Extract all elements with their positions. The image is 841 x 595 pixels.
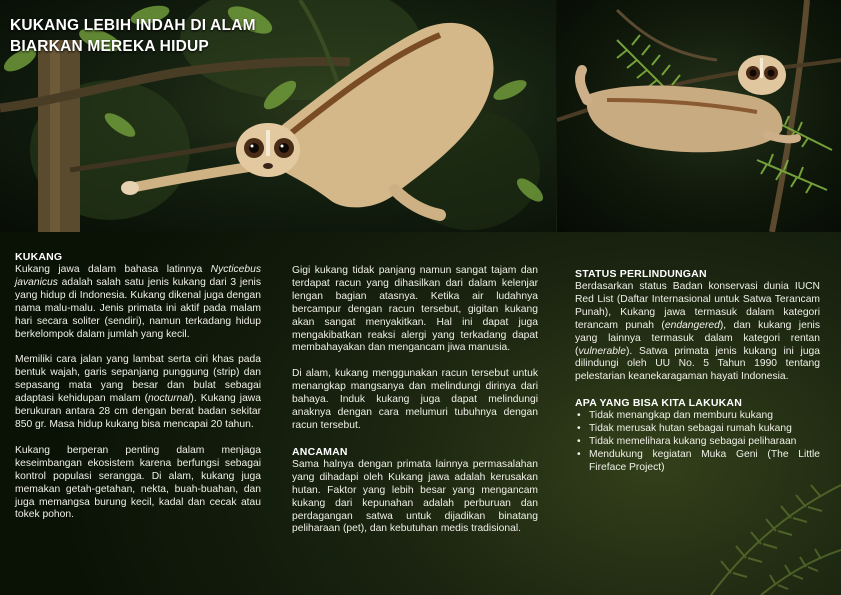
kukang-p1-text-a: Kukang jawa dalam bahasa latinnya	[15, 264, 211, 275]
kukang-latin-name: Nycticebus javanicus	[15, 264, 261, 288]
kukang-p2-text-b: ). Kukang jawa berukuran antara 28 cm dengan berat badan sekitar 850 gr. Masa hidup kukang bisa mencapai 20 tahun.	[15, 393, 261, 430]
racun-paragraph-1: Gigi kukang tidak panjang namun sangat tajam dan terdapat racun yang dihasilkan dari dalam kelenjar lengan bagian atasnya. Ketika air ludahnya bercampur dengan racun tersebut, gigitan kukang akan sangat menyakitkan. Hal ini dapat juga mengakibatkan reaksi alergi yang terkadang dapat membahayakan dan mengancam jiwa manusia.	[292, 265, 538, 354]
column-kukang	[15, 251, 261, 535]
kukang-p2-text-a: Memiliki cara jalan yang lambat serta ciri khas pada bentuk wajah, garis sepanjang punggung (strip) dan sepasang mata yang besar dan bulat sebagai adaptasi kehidupan malam (	[15, 354, 261, 405]
heading-ancaman: ANCAMAN	[292, 445, 348, 458]
racun-paragraph-2: Di alam, kukang menggunakan racun tersebut untuk menangkap mangsanya dan melindungi dirinya dari bahaya. Induk kukang juga dapat melindungi anaknya dengan cara melumuri tubuhnya dengan racun tersebut.	[292, 368, 538, 431]
action-item: • Mendukung kegiatan Muka Geni (The Little Fireface Project)	[575, 449, 820, 475]
status-vulnerable: vulnerable	[578, 345, 626, 357]
kukang-p2-nocturnal: nocturnal	[148, 393, 191, 405]
headline-line-2: BIARKAN MEREKA HIDUP	[10, 38, 209, 55]
status-text-c: ). Satwa primata jenis kukang ini juga dilindungi oleh UU No. 5 Tahun 1990 tentang pelestarian keanekaragaman hayati Indonesia.	[575, 345, 820, 383]
fern-decoration	[691, 455, 841, 595]
headline	[10, 15, 256, 57]
slow-loris-photo-left	[0, 0, 556, 232]
column-status	[575, 268, 820, 475]
kukang-paragraph-1	[15, 264, 261, 341]
status-text-a: Berdasarkan status Badan konservasi dunia IUCN Red List (Daftar Internasional untuk Satwa Terancam Punah), Kukang jawa termasuk dalam kategori terancam punah (	[575, 281, 820, 331]
status-text-b: ), dan kukang jenis yang lainnya termasuk dalam kategori rentan (	[575, 319, 820, 357]
kukang-paragraph-3: Kukang berperan penting dalam menjaga keseimbangan ekosistem karena berfungsi sebagai kontrol populasi serangga. Di alam, kukang juga memakan getah-getahan, nekta, buah-buahan, dan juga memangsa burung kecil, kadal dan cecak atau tokek pohon.	[15, 444, 261, 521]
action-item: • Tidak menangkap dan memburu kukang	[575, 410, 820, 423]
action-item: • Tidak memelihara kukang sebagai peliharaan	[575, 436, 820, 449]
headline-line-1: KUKANG LEBIH INDAH DI ALAM	[10, 17, 256, 34]
kukang-p1-text-b: adalah salah satu jenis kukang dari 3 jenis yang hidup di Indonesia. Kukang dikenal juga dengan nama malu-malu. Jenis primata ini aktif pada malam hari secara soliter (sendiri), namun terkadang hidup berkelompok dalam jumlah yang kecil.	[15, 276, 261, 340]
action-item: • Tidak merusak hutan sebagai rumah kukang	[575, 423, 820, 436]
kukang-paragraph-2	[15, 354, 261, 431]
heading-apa: APA YANG BISA KITA LAKUKAN	[575, 397, 742, 410]
status-endangered: endangered	[664, 319, 720, 331]
slow-loris-photo-right	[557, 0, 841, 232]
column-racun-ancaman	[292, 265, 538, 549]
action-list	[575, 410, 820, 475]
heading-kukang: KUKANG	[15, 251, 63, 263]
heading-status: STATUS PERLINDUNGAN	[575, 268, 707, 280]
ancaman-paragraph-1: Sama halnya dengan primata lainnya permasalahan yang dihadapi oleh Kukang jawa adalah kerusakan hutan. Faktor yang lebih besar yang mengancam kukang dari kepunahan adalah perburuan dan perdagangan satwa untuk dijadikan binatang peliharaan (pet), dan kebutuhan medis tradisional.	[292, 458, 538, 535]
slow-loris-illustration-right	[557, 0, 841, 232]
status-paragraph	[575, 281, 820, 384]
